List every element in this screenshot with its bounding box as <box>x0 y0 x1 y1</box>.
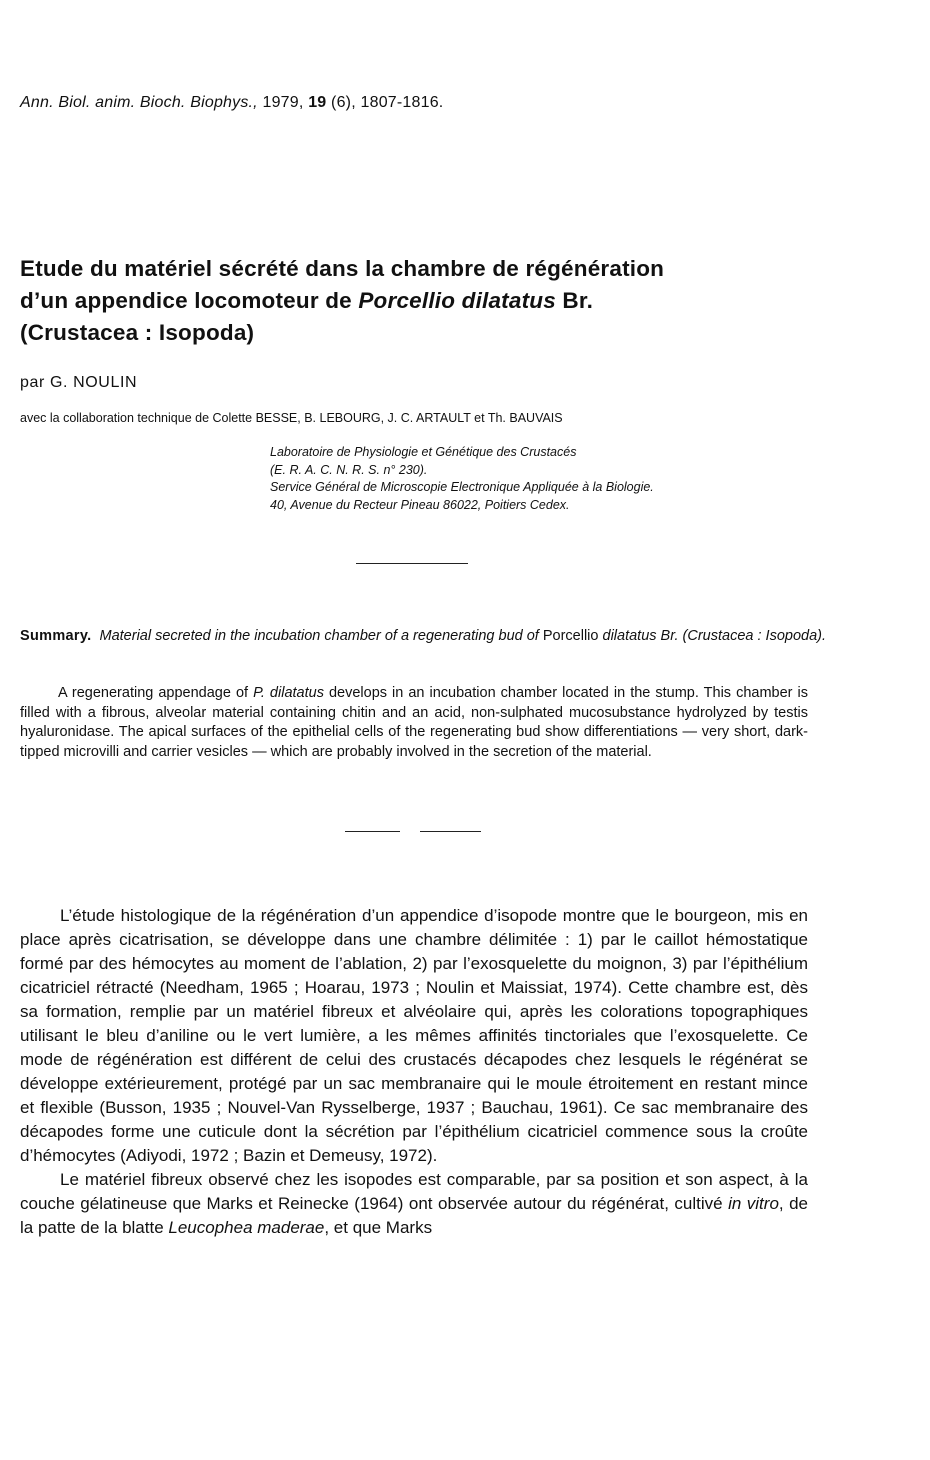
affiliation-line: (E. R. A. C. N. R. S. n° 230). <box>270 462 428 477</box>
journal-volume: 19 <box>308 94 327 111</box>
author-line: par G. NOULIN <box>20 374 138 391</box>
title-line-1: Etude du matériel sécrété dans la chambre de régénération <box>20 256 665 281</box>
title-species: Porcellio dilatatus <box>358 288 556 313</box>
summary-title-end: dilatatus Br. (Crustacea : Isopoda). <box>602 628 827 644</box>
main-text <box>20 904 808 1240</box>
article-title <box>20 253 900 349</box>
collaboration-line: avec la collaboration technique de Colette BESSE, B. LEBOURG, J. C. ARTAULT et Th. BAUVAIS <box>20 411 563 425</box>
summary-body-end: develops in an incubation chamber located in the stump. This chamber is filled with a fibrous, alveolar material containing chitin and an acid, non-sulphated mucosubstance hydrolyzed by testis hyaluronidase. The apical surfaces of the epithelial cells of the regenerating bud show differentiations — very short, dark-tipped microvilli and carrier vesicles — which are probably involved in the secretion of the material. <box>20 685 808 760</box>
summary-paragraph <box>20 684 808 762</box>
journal-citation <box>20 94 443 112</box>
affiliation-line: 40, Avenue du Recteur Pineau 86022, Poitiers Cedex. <box>270 497 570 512</box>
title-line-3: (Crustacea : Isopoda) <box>20 320 255 345</box>
summary-label: Summary. <box>20 628 92 644</box>
affiliation-block <box>270 444 654 514</box>
body-p2-italic-1: in vitro <box>728 1194 779 1213</box>
summary-title-start: Material secreted in the incubation chamber of a regenerating bud of <box>99 628 539 644</box>
body-p2-end: , et que Marks <box>324 1218 433 1237</box>
title-line-2-end: Br. <box>555 288 594 313</box>
body-paragraph-2 <box>20 1168 808 1240</box>
body-p2-italic-2: Leucophea maderae <box>168 1218 325 1237</box>
title-line-2 <box>20 285 900 317</box>
summary-title-species: Porcellio <box>542 628 599 644</box>
body-p2-start: Le matériel fibreux observé chez les isopodes est comparable, par sa position et son aspect, à la couche gélatineuse que Marks et Reinecke (1964) ont observée autour du régénérat, cultivé <box>20 1170 808 1213</box>
title-line-2-start: d’un appendice locomoteur de <box>20 288 359 313</box>
separator-rule-broken <box>345 831 481 832</box>
journal-year: 1979, <box>262 94 304 111</box>
affiliation-line: Service Général de Microscopie Electronique Appliquée à la Biologie. <box>270 480 654 494</box>
body-paragraph-1: L’étude histologique de la régénération d’un appendice d’isopode montre que le bourgeon, mis en place après cicatrisation, se développe dans une chambre délimitée : 1) par le caillot hémostatique formé par des hémocytes au moment de l’ablation, 2) par l’exosquelette du moignon, 3) par l’épithélium cicatriciel rétracté (Needham, 1965 ; Hoarau, 1973 ; Noulin et Maissiat, 1974). Cette chambre est, dès sa formation, remplie par un matériel fibreux et alvéolaire qui, après les colorations topographiques utilisant le bleu d’aniline ou le vert lumière, a les mêmes affinités tinctoriales que l’exosquelette. Ce mode de régénération est différent de celui des crustacés décapodes chez lesquels le régénérat se développe extérieurement, protégé par un sac membranaire qui le moule étroitement en restant mince et flexible (Busson, 1935 ; Nouvel-Van Rysselberge, 1937 ; Bauchau, 1961). Ce sac membranaire des décapodes forme une cuticule dont la sécrétion par l’épithélium cicatriciel commence sous la croûte d’hémocytes (Adiyodi, 1972 ; Bazin et Demeusy, 1972). <box>20 906 808 1165</box>
journal-issue-pages: (6), 1807-1816. <box>331 94 444 111</box>
separator-rule <box>356 563 468 564</box>
summary-heading <box>20 627 910 646</box>
affiliation-line: Laboratoire de Physiologie et Génétique des Crustacés <box>270 445 577 459</box>
summary-body-species: P. dilatatus <box>253 685 324 701</box>
summary-body-start: A regenerating appendage of <box>58 685 254 701</box>
journal-name: Ann. Biol. anim. Bioch. Biophys., <box>20 94 258 111</box>
body-p2-middle: , de la patte de la blatte <box>20 1194 809 1237</box>
